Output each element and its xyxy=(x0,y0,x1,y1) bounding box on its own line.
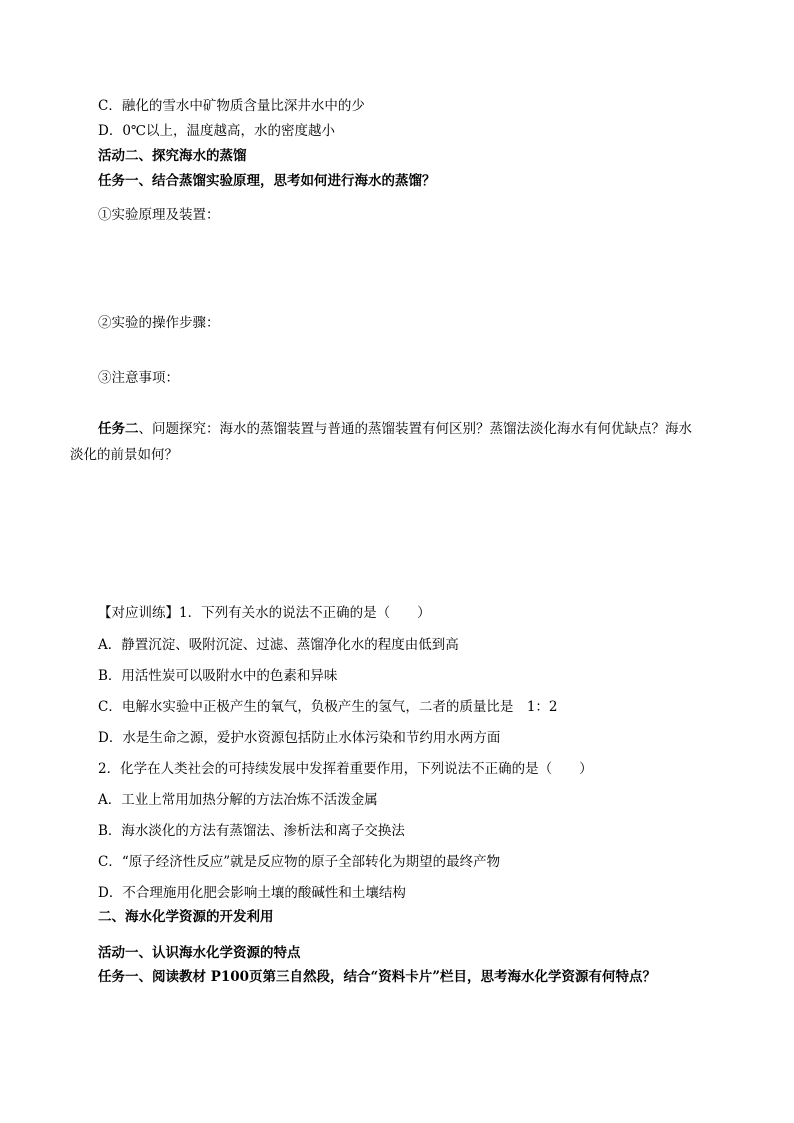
task2-paragraph-line1 xyxy=(98,419,692,439)
task2-label: 任务二 xyxy=(98,421,139,437)
item-principle: ①实验原理及装置： xyxy=(98,207,220,223)
question-2: 2．化学在人类社会的可持续发展中发挥着重要作用，下列说法不正确的是（ ） xyxy=(98,761,593,777)
q2-option-a: A．工业上常用加热分解的方法冶炼不活泼金属 xyxy=(98,792,378,808)
q2-option-c: C．“原子经济性反应”就是反应物的原子全部转化为期望的最终产物 xyxy=(98,854,501,870)
activity2-heading: 活动二、探究海水的蒸馏 xyxy=(98,148,247,164)
q2-option-b: B．海水淡化的方法有蒸馏法、渗析法和离子交换法 xyxy=(98,823,405,839)
task1b-heading: 任务一、阅读教材 P100页第三自然段，结合“资料卡片”栏目，思考海水化学资源有何特点？ xyxy=(98,969,657,985)
section2-heading: 二、海水化学资源的开发利用 xyxy=(98,909,274,925)
item-notes: ③注意事项： xyxy=(98,370,179,386)
item-steps: ②实验的操作步骤： xyxy=(98,315,220,331)
task2-paragraph-line2: 淡化的前景如何？ xyxy=(70,447,178,463)
q2-option-d: D．不合理施用化肥会影响土壤的酸碱性和土壤结构 xyxy=(98,885,406,901)
training-question-1: 【对应训练】1．下列有关水的说法不正确的是（ ） xyxy=(98,605,431,621)
q1-option-a: A．静置沉淀、吸附沉淀、过滤、蒸馏净化水的程度由低到高 xyxy=(98,637,459,653)
option-c: C．融化的雪水中矿物质含量比深井水中的少 xyxy=(98,98,365,114)
option-d: D．0℃以上，温度越高，水的密度越小 xyxy=(98,123,336,139)
activity1-heading: 活动一、认识海水化学资源的特点 xyxy=(98,945,301,961)
q1-option-c: C．电解水实验中正极产生的氧气，负极产生的氢气，二者的质量比是 1：2 xyxy=(98,699,558,715)
task1-heading: 任务一、结合蒸馏实验原理，思考如何进行海水的蒸馏？ xyxy=(98,173,436,189)
task2-text: 、问题探究：海水的蒸馏装置与普通的蒸馏装置有何区别？蒸馏法淡化海水有何优缺点？海水 xyxy=(138,421,692,437)
q1-option-b: B．用活性炭可以吸附水中的色素和异味 xyxy=(98,668,338,684)
q1-option-d: D．水是生命之源，爱护水资源包括防止水体污染和节约用水两方面 xyxy=(98,730,501,746)
